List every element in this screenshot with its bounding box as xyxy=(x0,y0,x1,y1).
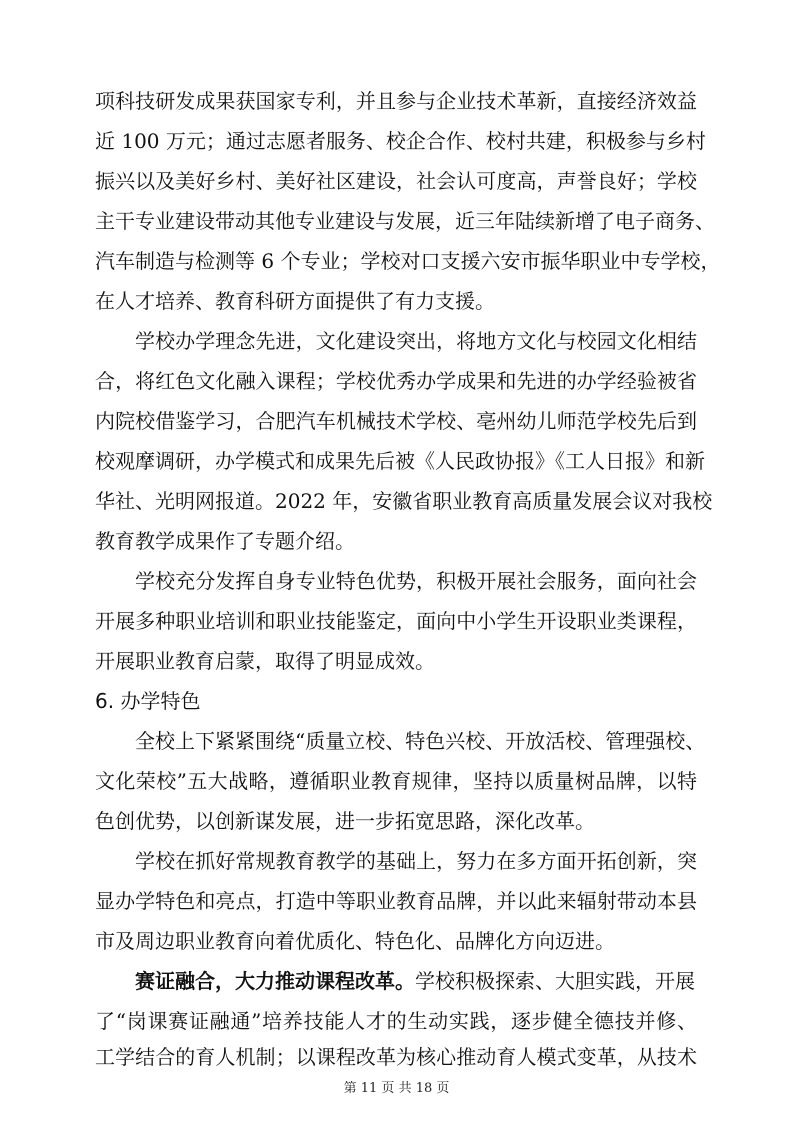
paragraph-line: 主干专业建设带动其他专业建设与发展，近三年陆续新增了电子商务、 xyxy=(95,209,715,233)
paragraph-line: 内院校借鉴学习，合肥汽车机械技术学校、亳州幼儿师范学校先后到 xyxy=(95,409,697,433)
paragraph-line: 近 100 万元；通过志愿者服务、校企合作、校村共建，积极参与乡村 xyxy=(95,129,706,153)
paragraph-line: 文化荣校”五大战略，遵循职业教育规律，坚持以质量树品牌，以特 xyxy=(95,769,697,793)
lead-phrase-continuation: 学校积极探索、大胆实践，开展 xyxy=(415,969,695,993)
section-heading: 6. 办学特色 xyxy=(95,689,201,713)
paragraph-line: 工学结合的育人机制；以课程改革为核心推动育人模式变革，从技术 xyxy=(95,1045,697,1069)
paragraph-line: 学校办学理念先进，文化建设突出，将地方文化与校园文化相结 xyxy=(135,329,697,353)
paragraph-line: 全校上下紧紧围绕“质量立校、特色兴校、开放活校、管理强校、 xyxy=(135,729,706,753)
paragraph-line: 色创优势，以创新谋发展，进一步拓宽思路，深化改革。 xyxy=(95,809,595,833)
paragraph-line: 合，将红色文化融入课程；学校优秀办学成果和先进的办学经验被省 xyxy=(95,369,697,393)
page-number-footer: 第 11 页 共 18 页 xyxy=(343,1081,450,1096)
paragraph-line: 显办学特色和亮点，打造中等职业教育品牌，并以此来辐射带动本县 xyxy=(95,889,697,913)
paragraph-line: 学校在抓好常规教育教学的基础上，努力在多方面开拓创新，突 xyxy=(135,849,697,873)
paragraph-line: 学校充分发挥自身专业特色优势，积极开展社会服务，面向社会 xyxy=(135,569,697,593)
paragraph-line: 项科技研发成果获国家专利，并且参与企业技术革新，直接经济效益 xyxy=(95,89,697,113)
paragraph-line: 教育教学成果作了专题介绍。 xyxy=(95,529,355,553)
paragraph-line xyxy=(135,964,695,998)
paragraph-line: 了“岗课赛证融通”培养技能人才的生动实践，逐步健全德技并修、 xyxy=(95,1009,697,1033)
paragraph-line: 汽车制造与检测等 6 个专业；学校对口支援六安市振华职业中专学校， xyxy=(95,249,721,273)
paragraph-line: 在人才培养、教育科研方面提供了有力支援。 xyxy=(95,289,495,313)
paragraph-line: 华社、光明网报道。2022 年，安徽省职业教育高质量发展会议对我校 xyxy=(95,489,713,513)
paragraph-line: 市及周边职业教育向着优质化、特色化、品牌化方向迈进。 xyxy=(95,929,615,953)
bold-lead-phrase: 赛证融合，大力推动课程改革。 xyxy=(135,969,415,993)
paragraph-line: 开展多种职业培训和职业技能鉴定，面向中小学生开设职业类课程， xyxy=(95,609,697,633)
paragraph-line: 振兴以及美好乡村、美好社区建设，社会认可度高，声誉良好；学校 xyxy=(95,169,697,193)
paragraph-line: 开展职业教育启蒙，取得了明显成效。 xyxy=(95,649,435,673)
paragraph-line: 校观摩调研，办学模式和成果先后被《人民政协报》《工人日报》和新 xyxy=(95,449,705,473)
